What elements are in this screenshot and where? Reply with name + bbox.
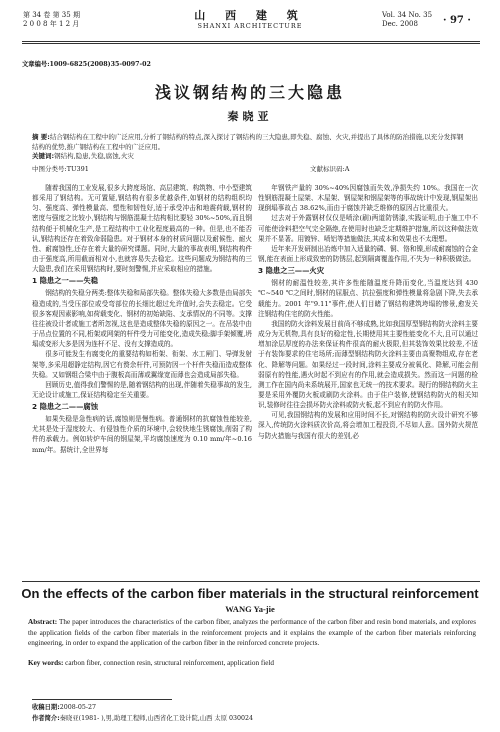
body-paragraph: 近年来开发研制出冶炼中加入适量的磷、铜、铬和镍,形成耐腐蚀的合金钢,能在表面上形成致密的防锈层,起到隔离覆盖作用,不失为一种积极做法。 <box>258 244 478 264</box>
body-paragraph: 钢结构的失稳分两类:整体失稳和局部失稳。整体失稳大多数是由局部失稳造成的,当受压部位或受弯部位的长细比超过允许值时,会失去稳定。它受很多客观因素影响,如荷载变化、钢材的初始缺陷、支承情况的不同等。支撑往往被设计者或施工者所忽视,这也是造成整体失稳的原因之一。在吊装中由于吊点位置的不同,桁架或网架的杆件受力可能变化,造成失稳;脚手架倾覆,坍塌或变形大多是因为连杆不足、没有支撑造成的。 <box>32 289 252 349</box>
received-label: 收稿日期: <box>32 704 60 711</box>
english-abstract-label: Abstract: <box>28 618 58 626</box>
footnote-rule <box>32 699 172 700</box>
english-keywords-text: carbon fiber, connection resin, structural reinforcement, application field <box>65 659 275 667</box>
english-title: On the effects of the carbon fiber materials in the structural reinforcement <box>21 586 479 601</box>
english-section-rule <box>22 581 480 582</box>
english-keywords-label: Key words: <box>28 659 64 667</box>
keywords-text: 钢结构,隐患,失稳,腐蚀,火灾 <box>54 152 134 160</box>
body-paragraph: 很多可能发生有腐变化的重要结构如桁架、衔架、水工闸门、导弹发射架等,多采用超静定结构,因它有赘余杆件,可预防因一个杆件失稳而造成整体失稳。又如钢组合梁中由于腹板高而薄或翼缘宽而薄也会造成局部失稳。 <box>32 350 252 379</box>
journal-name-en: SHANXI ARCHITECTURE <box>197 22 303 30</box>
issue-date: 2 0 0 8 年 1 2 月 <box>23 20 80 28</box>
body-paragraph: 过去对于外露钢材仅仅是喷涂(刷)两道防锈漆,实践证明,由于施工中不可能使涂料把空气完全隔绝,在使用时也缺乏定期维护措施,所以这种做法效果并不显著。用镀锌、喷铝等措施做法,其成本和效果也不太理想。 <box>258 214 478 243</box>
body-paragraph: 如果失稳是急性病的话,腐蚀则是慢性病。普通钢材的抗腐蚀性能较差,尤其是处于湿度较大、有侵蚀性介质的环境中,会较快地生锈腐蚀,削弱了构件的承载力。例如转炉车间的钢屋架,平均腐蚀速度为 0.10 mm/年~0.16 mm/年。据统计,全世界每 <box>32 415 252 454</box>
footnote <box>32 703 253 724</box>
volume-issue-en: Vol. 34 No. 35 <box>382 11 433 19</box>
section-heading: 1 隐患之一——失稳 <box>32 276 98 286</box>
document-code: 文献标识码:A <box>310 165 350 173</box>
body-column-left <box>32 183 252 455</box>
english-abstract-text: The paper introduces the characteristics of the carbon fiber, analyzes the performance of the carbon fiber and resin bond materials, and explores the application fields of the carbon fiber materials in the reinforcement projects and it explains the example of the carbon fiber materials reinforcing engineering, in order to expand the application of the carbon fiber in the reinforced concrete projects. <box>28 618 476 648</box>
abstract-label: 摘 要: <box>32 133 50 141</box>
classification-line <box>32 164 468 173</box>
body-paragraph: 年钢铁产量的 30%~40%因腐蚀而失效,净损失约 10%。我国在一次性钢筋混凝土屋架、木屋架、钢屋架和钢屋架等的事故统计中发现,钢屋架出现倒塌事故占 38.62%,而由于腐蚀并缺乏维修的原因占比重很大。 <box>258 184 478 213</box>
volume-issue: 第 34 卷 第 35 期 <box>23 11 80 19</box>
body-paragraph: 可见,我国钢结构的发展和应用时间不长,对钢结构的防火设计研究不够深入,传统防火涂料质次价高,将会增加工程投资,不尽如人意。国外防火规范与防火措施与我国有很大的差别,必 <box>258 411 478 440</box>
author-bio: 秦晓亚(1981- ),男,助理工程师,山西省化工设计院,山西 太原 030024 <box>59 714 254 722</box>
header-rule-thin <box>22 43 480 44</box>
english-keywords <box>28 659 476 667</box>
clc-number: 中图分类号:TU391 <box>32 165 89 173</box>
running-header <box>0 0 500 42</box>
body-column-right <box>258 183 478 441</box>
author-bio-label: 作者简介: <box>32 714 60 722</box>
abstract <box>32 133 468 162</box>
page-number: · 97 · <box>443 15 471 26</box>
section-heading: 2 隐患之二——腐蚀 <box>32 402 98 412</box>
body-paragraph: 我国的防火涂料发展目前尚不够成熟,比如我国厚型钢结构防火涂料主要成分为无机物,具有良好的稳定性,长期使用其主要性能变化不大,且可以通过增加涂层厚度的办法来保证构件很高的耐火极限,但其装饰效果比较差,不适于有装饰要求的住宅场所;而薄型钢结构防火涂料主要由高聚物组成,存在老化、降解等问题。如果经过一段时间,涂料主要成分被氧化、降解,可能会削弱原有的性能,遇火时起不到应有的作用,就会造成损失。然而这一问题的检测工作在国内尚未系统展开,国家也无统一的技术要求。现行的钢结构防火主要是采用外覆防火板或刷防火涂料。由于住户装修,使钢结构防火的相关知识,装修时往往会损坏防火涂料或防火板,起不到应有的防火作用。 <box>258 319 478 410</box>
keywords-label: 关键词: <box>32 152 55 160</box>
body-paragraph: 随着我国的工业发展,很多大跨度场馆、高层建筑、构筑物、中小型建筑都采用了钢结构。无可置疑,钢结构有很多优越条件,如钢材的结构组织均匀、强度高、弹性模量高、塑性和韧性好,适于承受冲击和地震荷载,钢材的密度与强度之比较小,钢结构与钢筋混凝土结构相比要轻 30%~50%,而且钢结构便于机械化生产,是工程结构中工业化程度最高的一种。但是,也不能否认,钢结构还存在着致命弱隐患。对于钢材本身的材质问题以及耐候性、耐火性、耐腐蚀性,还存在着大量的研究课题。同时,大量的事故表明,钢结构构件由于强度高,所用截面相对小,也就容易失去稳定。这些问题成为钢结构的三大隐患,我们在采用钢结构时,要时刻警惕,并应采取相应的措施。 <box>32 184 252 274</box>
issue-info-en <box>382 11 432 29</box>
header-rule <box>22 41 480 42</box>
body-paragraph: 钢材的耐温性较差,其许多性能随温度升降而变化,当温度达到 430 ℃~540 ℃之间时,钢材的屈服点、抗拉强度和弹性模量将急剧下降,失去承载能力。2001 年"9.11"事件,使人们目睹了钢结构建筑垮塌的惨景,愈发关注钢结构住宅的防火性能。 <box>258 279 478 318</box>
received-date: 2008-05-27 <box>59 704 97 711</box>
article-number: 文章编号:1009-6825(2008)35-0097-02 <box>22 61 151 68</box>
body-paragraph: 回顾历史,值得我们警惕的是,随着钢结构的出现,伴随着失稳事故的发生,无论设计或施工,保证结构稳定至关重要。 <box>32 380 252 399</box>
article-author: 秦晓亚 <box>227 110 273 123</box>
article-title: 浅议钢结构的三大隐患 <box>154 83 345 102</box>
section-heading: 3 隐患之三——火灾 <box>258 266 324 276</box>
abstract-text: 结合钢结构在工程中的广泛应用,分析了钢结构的特点,深入探讨了钢结构的三大隐患,即失稳、腐蚀、火灾,并提出了具体的防治措施,以充分发挥钢结构的优势,推广钢结构在工程中的广泛应用。 <box>32 133 464 151</box>
journal-name-cn: 山 西 建 筑 <box>194 9 306 22</box>
english-author: WANG Ya-jie <box>225 604 275 614</box>
issue-date-en: Dec. 2008 <box>382 20 418 28</box>
english-abstract <box>28 617 476 649</box>
